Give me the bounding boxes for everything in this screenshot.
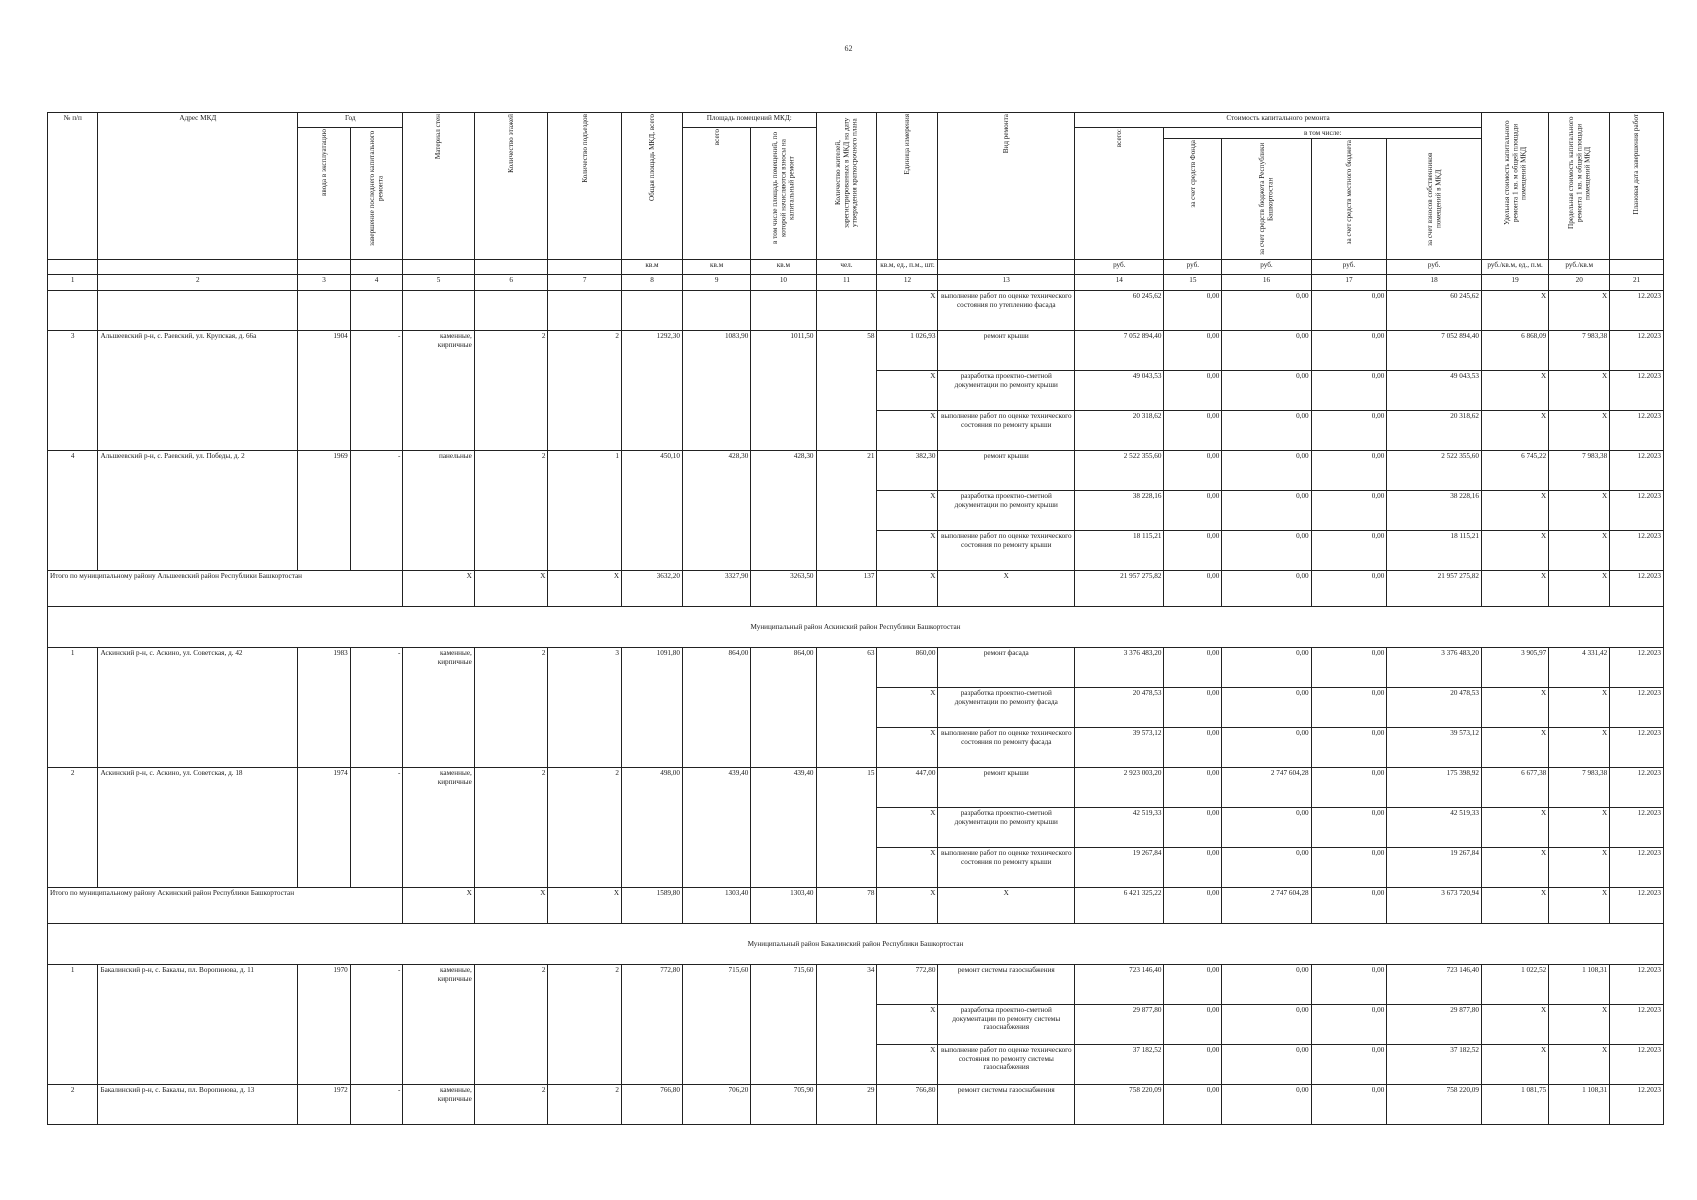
header-row-1 bbox=[48, 113, 1664, 128]
header-unit: Единица измерения bbox=[877, 113, 938, 260]
unit-rub-loc: руб. bbox=[1311, 260, 1387, 275]
colnum: 21 bbox=[1610, 275, 1664, 291]
table-row: 4 Альшеевский р-н, с. Раевский, ул. Победы, д. 2 1969 - панельные 2 1 450,10 428,30 428,30 21 382,30 ремонт крыши 2 522 355,60 0,00 0,00 0,00 2 522 355,60 6 745,22 7 983,38 12.2023 bbox=[48, 451, 1664, 491]
work-type: разработка проектно-сметной документации по ремонту крыши bbox=[938, 371, 1075, 411]
colnum: 14 bbox=[1075, 275, 1164, 291]
work-type: выполнение работ по оценке технического состояния по ремонту крыши bbox=[938, 411, 1075, 451]
colnum: 10 bbox=[751, 275, 816, 291]
work-type: ремонт системы газоснабжения bbox=[938, 1085, 1075, 1125]
colnum: 9 bbox=[682, 275, 750, 291]
district-total-row: Итого по муниципальному району Альшеевский район Республики Башкортостан X X X 3632,20 3327,90 3263,50 137 X X 21 957 275,82 0,00 0,00 0,00 21 957 275,82 X X 12.2023 bbox=[48, 571, 1664, 607]
unit-rub-rep: руб. bbox=[1222, 260, 1311, 275]
table-row: 1 Аскинский р-н, с. Аскино, ул. Советская, д. 42 1983 - каменные, кирпичные 2 3 1091,80 864,00 864,00 63 860,00 ремонт фасада 3 376 483,20 0,00 0,00 0,00 3 376 483,20 3 905,97 4 331,42 12.2023 bbox=[48, 648, 1664, 688]
header-premises-area: Площадь помещений МКД: bbox=[682, 113, 816, 128]
header-max-cost: Предельная стоимость капитального ремонта 1 кв. м общей площади помещений МКД bbox=[1549, 113, 1610, 260]
capital-repair-plan-table-container bbox=[47, 112, 1664, 1125]
house-address: Альшеевский р-н, с. Раевский, ул. Победы, д. 2 bbox=[98, 451, 298, 571]
colnum: 19 bbox=[1481, 275, 1548, 291]
table-row: X разработка проектно-сметной документации по ремонту крыши 49 043,53 0,00 0,00 0,00 49 043,53 X X 12.2023 bbox=[48, 371, 1664, 411]
table-row: X разработка проектно-сметной документации по ремонту крыши 42 519,33 0,00 0,00 0,00 42 519,33 X X 12.2023 bbox=[48, 808, 1664, 848]
units-row bbox=[48, 260, 1664, 275]
header-republic-budget: за счет средств бюджета Республики Башкортостан bbox=[1222, 139, 1311, 260]
capital-repair-plan-table bbox=[47, 112, 1664, 1125]
district-total-row: Итого по муниципальному району Аскинский район Республики Башкортостан X X X 1589,80 1303,40 1303,40 78 X X 6 421 325,22 0,00 2 747 604,28 0,00 3 673 720,94 X X 12.2023 bbox=[48, 888, 1664, 924]
work-type: ремонт крыши bbox=[938, 768, 1075, 808]
header-address: Адрес МКД bbox=[98, 113, 298, 260]
unit-rub-sqm2: руб./кв.м bbox=[1549, 260, 1610, 275]
header-work-type: Вид ремонта bbox=[938, 113, 1075, 260]
header-cost: Стоимость капитального ремонта bbox=[1075, 113, 1482, 128]
header-year-last-repair: завершение последнего капитального ремонта bbox=[350, 128, 403, 260]
unit-prem: кв.м bbox=[682, 260, 750, 275]
header-year-commission: ввода в эксплуатацию bbox=[298, 128, 351, 260]
table-row: 2 Аскинский р-н, с. Аскино, ул. Советская, д. 18 1974 - каменные, кирпичные 2 2 498,00 439,40 439,40 15 447,00 ремонт крыши 2 923 003,20 0,00 2 747 604,28 0,00 175 398,92 6 677,38 7 983,38 12.2023 bbox=[48, 768, 1664, 808]
header-including: в том числе: bbox=[1164, 128, 1482, 139]
table-row: X выполнение работ по оценке технического состояния по ремонту крыши 18 115,21 0,00 0,00 0,00 18 115,21 X X 12.2023 bbox=[48, 531, 1664, 571]
table-row: X выполнение работ по оценке технического состояния по ремонту крыши 19 267,84 0,00 0,00 0,00 19 267,84 X X 12.2023 bbox=[48, 848, 1664, 888]
work-type: разработка проектно-сметной документации по ремонту крыши bbox=[938, 808, 1075, 848]
work-type: выполнение работ по оценке технического состояния по ремонту крыши bbox=[938, 531, 1075, 571]
house-address: Альшеевский р-н, с. Раевский, ул. Крупская, д. 66а bbox=[98, 331, 298, 451]
work-type: разработка проектно-сметной документации по ремонту фасада bbox=[938, 688, 1075, 728]
district-heading-row bbox=[48, 607, 1664, 648]
table-row: X разработка проектно-сметной документации по ремонту крыши 38 228,16 0,00 0,00 0,00 38 228,16 X X 12.2023 bbox=[48, 491, 1664, 531]
district-heading: Муниципальный район Аскинский район Республики Башкортостан bbox=[48, 607, 1664, 648]
table-row: X разработка проектно-сметной документации по ремонту системы газоснабжения 29 877,80 0,00 0,00 0,00 29 877,80 X X 12.2023 bbox=[48, 1005, 1664, 1045]
colnum: 11 bbox=[816, 275, 877, 291]
work-type: выполнение работ по оценке технического состояния по ремонту системы газоснабжения bbox=[938, 1045, 1075, 1085]
colnum: 8 bbox=[622, 275, 683, 291]
table-row: 1 Бакалинский р-н, с. Бакалы, пл. Воропинова, д. 11 1970 - каменные, кирпичные 2 2 772,80 715,60 715,60 34 772,80 ремонт системы газоснабжения 723 146,40 0,00 0,00 0,00 723 146,40 1 022,52 1 108,31 12.2023 bbox=[48, 965, 1664, 1005]
header-floors: Количество этажей bbox=[474, 113, 548, 260]
district-heading-row bbox=[48, 924, 1664, 965]
colnum: 15 bbox=[1164, 275, 1222, 291]
header-premises-total: всего bbox=[682, 128, 750, 260]
header-entrances: Количество подъездов bbox=[548, 113, 622, 260]
colnum: 12 bbox=[877, 275, 938, 291]
work-type: выполнение работ по оценке технического состояния по ремонту крыши bbox=[938, 848, 1075, 888]
colnum: 13 bbox=[938, 275, 1075, 291]
header-premises-owned: в том числе площадь помещений, по которой начисляются взносы на капитальный ремонт bbox=[751, 128, 816, 260]
table-row: X выполнение работ по оценке технического состояния по ремонту фасада 39 573,12 0,00 0,00 0,00 39 573,12 X X 12.2023 bbox=[48, 728, 1664, 768]
table-row: 2 Бакалинский р-н, с. Бакалы, пл. Воропинова, д. 13 1972 - каменные, кирпичные 2 2 766,80 706,20 705,90 29 766,80 ремонт системы газоснабжения 758 220,09 0,00 0,00 0,00 758 220,09 1 081,75 1 108,31 12.2023 bbox=[48, 1085, 1664, 1125]
colnum: 16 bbox=[1222, 275, 1311, 291]
header-unit-cost: Удельная стоимость капитального ремонта 1 кв. м общей площади помещений МКД bbox=[1481, 113, 1548, 260]
header-year: Год bbox=[298, 113, 403, 128]
colnum: 7 bbox=[548, 275, 622, 291]
unit-owned: кв.м bbox=[751, 260, 816, 275]
table-row: 3 Альшеевский р-н, с. Раевский, ул. Крупская, д. 66а 1904 - каменные, кирпичные 2 2 1292,30 1083,90 1011,50 58 1 026,93 ремонт крыши 7 052 894,40 0,00 0,00 0,00 7 052 894,40 6 868,09 7 983,38 12.2023 bbox=[48, 331, 1664, 371]
unit-rub-fund: руб. bbox=[1164, 260, 1222, 275]
table-row: X разработка проектно-сметной документации по ремонту фасада 20 478,53 0,00 0,00 0,00 20 478,53 X X 12.2023 bbox=[48, 688, 1664, 728]
work-type: ремонт системы газоснабжения bbox=[938, 965, 1075, 1005]
colnum: 20 bbox=[1549, 275, 1610, 291]
header-wall-material: Материал стен bbox=[403, 113, 474, 260]
colnum: 4 bbox=[350, 275, 403, 291]
house-address: Аскинский р-н, с. Аскино, ул. Советская, д. 18 bbox=[98, 768, 298, 888]
colnum: 5 bbox=[403, 275, 474, 291]
district-heading: Муниципальный район Бакалинский район Республики Башкортостан bbox=[48, 924, 1664, 965]
table-row: X выполнение работ по оценке технического состояния по утеплению фасада 60 245,62 0,00 0,00 0,00 60 245,62 X X 12.2023 bbox=[48, 291, 1664, 331]
colnum: 2 bbox=[98, 275, 298, 291]
total-label: Итого по муниципальному району Аскинский район Республики Башкортостан bbox=[48, 888, 403, 924]
unit-rub-sqm: руб./кв.м, ед., п.м. bbox=[1481, 260, 1548, 275]
header-residents: Количество жителей, зарегистрированных в МКД на дату утверждения краткосрочного плана bbox=[816, 113, 877, 260]
header-total-area: Общая площадь МКД, всего bbox=[622, 113, 683, 260]
colnum: 1 bbox=[48, 275, 98, 291]
unit-measure: кв.м, ед., п.м., шт. bbox=[877, 260, 938, 275]
unit-people: чел. bbox=[816, 260, 877, 275]
unit-rub-own: руб. bbox=[1387, 260, 1482, 275]
header-local-budget: за счет средств местного бюджета bbox=[1311, 139, 1387, 260]
table-row: X выполнение работ по оценке технического состояния по ремонту крыши 20 318,62 0,00 0,00 0,00 20 318,62 X X 12.2023 bbox=[48, 411, 1664, 451]
header-fund: за счет средств Фонда bbox=[1164, 139, 1222, 260]
work-type: выполнение работ по оценке технического состояния по ремонту фасада bbox=[938, 728, 1075, 768]
column-numbers-row bbox=[48, 275, 1664, 291]
work-type: разработка проектно-сметной документации по ремонту системы газоснабжения bbox=[938, 1005, 1075, 1045]
house-address: Бакалинский р-н, с. Бакалы, пл. Воропинова, д. 11 bbox=[98, 965, 298, 1085]
table-row: X выполнение работ по оценке технического состояния по ремонту системы газоснабжения 37 182,52 0,00 0,00 0,00 37 182,52 X X 12.2023 bbox=[48, 1045, 1664, 1085]
house-address: Аскинский р-н, с. Аскино, ул. Советская, д. 42 bbox=[98, 648, 298, 768]
colnum: 6 bbox=[474, 275, 548, 291]
header-planned-date: Плановая дата завершения работ bbox=[1610, 113, 1664, 260]
house-address: Бакалинский р-н, с. Бакалы, пл. Воропинова, д. 13 bbox=[98, 1085, 298, 1125]
colnum: 3 bbox=[298, 275, 351, 291]
work-type: ремонт фасада bbox=[938, 648, 1075, 688]
work-type: разработка проектно-сметной документации по ремонту крыши bbox=[938, 491, 1075, 531]
colnum: 17 bbox=[1311, 275, 1387, 291]
unit-rub-total: руб. bbox=[1075, 260, 1164, 275]
work-type: ремонт крыши bbox=[938, 451, 1075, 491]
unit-area: кв.м bbox=[622, 260, 683, 275]
header-owners: за счет взносов собственников помещений в МКД bbox=[1387, 139, 1482, 260]
colnum: 18 bbox=[1387, 275, 1482, 291]
header-no: № п/п bbox=[48, 113, 98, 260]
header-cost-total: всего: bbox=[1075, 128, 1164, 260]
page-number: 62 bbox=[844, 44, 853, 53]
work-type: ремонт крыши bbox=[938, 331, 1075, 371]
total-label: Итого по муниципальному району Альшеевский район Республики Башкортостан bbox=[48, 571, 403, 607]
work-type: выполнение работ по оценке технического состояния по утеплению фасада bbox=[938, 291, 1075, 331]
